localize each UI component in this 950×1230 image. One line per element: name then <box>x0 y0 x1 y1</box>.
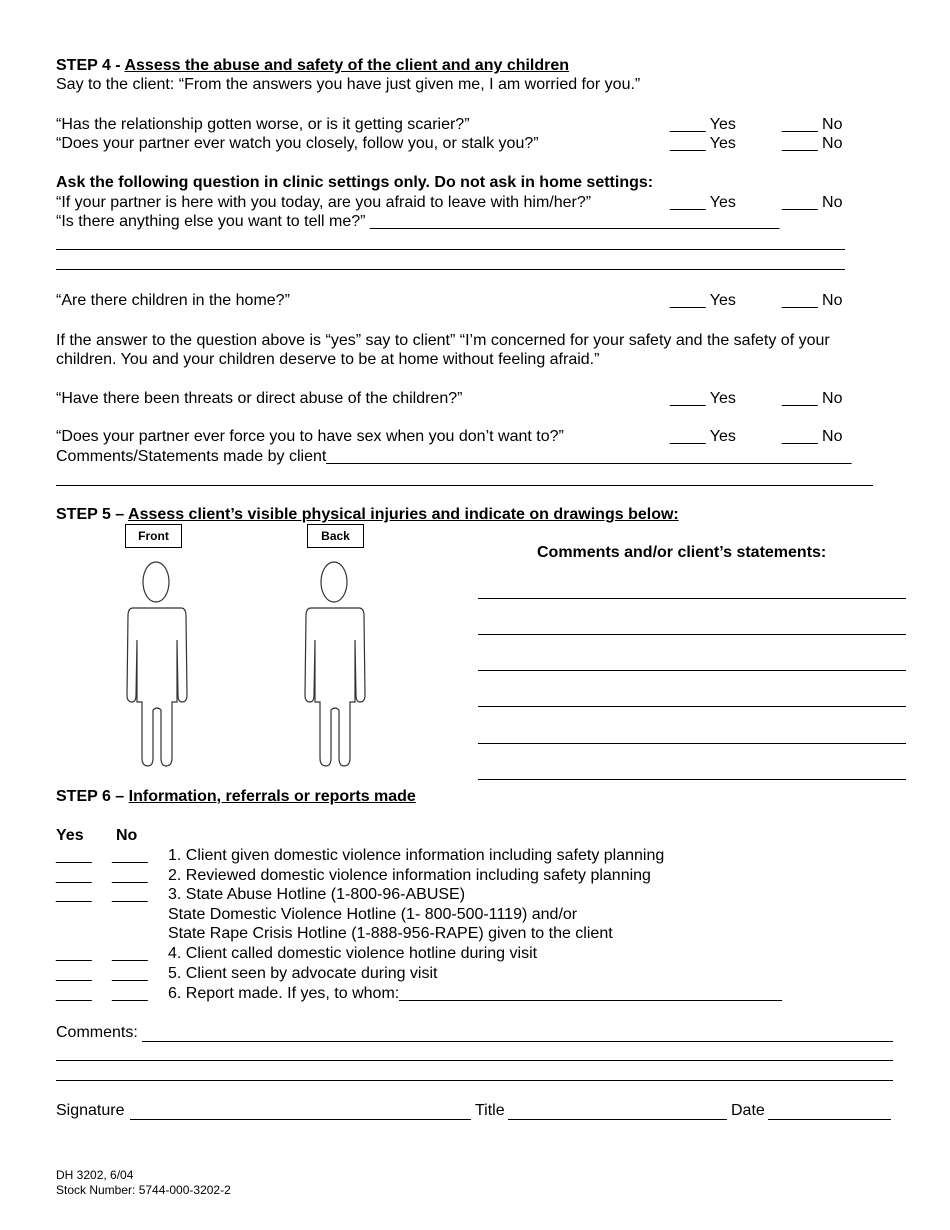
question-threats-children: “Have there been threats or direct abuse of the children?” <box>56 390 463 407</box>
no-field[interactable]: ____ No <box>782 194 843 211</box>
comments-heading: Comments and/or client’s statements: <box>537 544 827 561</box>
no-field[interactable]: ____ No <box>782 390 843 407</box>
yes-field[interactable]: ____ Yes <box>670 390 736 407</box>
no-field[interactable]: ____ No <box>782 428 843 445</box>
no-field[interactable]: ____ No <box>782 135 843 152</box>
signature-line[interactable] <box>130 1119 471 1120</box>
question-forced-sex: “Does your partner ever force you to have sex when you don’t want to?” <box>56 428 564 445</box>
blank-line[interactable] <box>56 269 845 270</box>
concern-statement-line2: children. You and your children deserve to be at home without feeling afraid.” <box>56 351 600 368</box>
referral-item: 2. Reviewed domestic violence information including safety planning <box>168 867 651 884</box>
step6-heading: STEP 6 – Information, referrals or reports made <box>56 788 416 805</box>
date-label: Date <box>731 1102 765 1119</box>
no-column-header: No <box>116 827 138 844</box>
comment-line[interactable] <box>478 634 906 635</box>
yes-blank[interactable]: ____ <box>56 867 92 884</box>
no-blank[interactable]: ____ <box>112 985 148 1002</box>
stock-number: Stock Number: 5744-000-3202-2 <box>56 1183 231 1197</box>
no-blank[interactable]: ____ <box>112 965 148 982</box>
comments-line[interactable] <box>56 1060 893 1061</box>
back-figure-label: Back <box>307 524 364 548</box>
no-field[interactable]: ____ No <box>782 116 843 133</box>
yes-blank[interactable]: ____ <box>56 847 92 864</box>
date-line[interactable] <box>768 1119 891 1120</box>
front-body-figure[interactable] <box>120 560 195 770</box>
concern-statement-line1: If the answer to the question above is “yes” say to client” “I’m concerned for your safety and the safety of your <box>56 332 830 349</box>
yes-blank[interactable]: ____ <box>56 985 92 1002</box>
yes-column-header: Yes <box>56 827 84 844</box>
report-made-field[interactable]: 6. Report made. If yes, to whom:___________________________________________ <box>168 985 782 1002</box>
comment-line[interactable] <box>478 598 906 599</box>
referral-item: 4. Client called domestic violence hotline during visit <box>168 945 538 962</box>
comments-line[interactable] <box>142 1041 893 1042</box>
title-label: Title <box>475 1102 505 1119</box>
referral-item-continued: State Rape Crisis Hotline (1-888-956-RAPE) given to the client <box>168 925 613 942</box>
question-relationship-worse: “Has the relationship gotten worse, or is it getting scarier?” <box>56 116 470 133</box>
yes-blank[interactable]: ____ <box>56 945 92 962</box>
no-blank[interactable]: ____ <box>112 945 148 962</box>
step5-heading: STEP 5 – Assess client’s visible physical injuries and indicate on drawings below: <box>56 506 679 523</box>
comments-line[interactable] <box>56 1080 893 1081</box>
front-figure-label: Front <box>125 524 182 548</box>
no-blank[interactable]: ____ <box>112 847 148 864</box>
step4-intro: Say to the client: “From the answers you have just given me, I am worried for you.” <box>56 76 641 93</box>
question-anything-else[interactable]: “Is there anything else you want to tell me?” ______________________________________________ <box>56 213 780 230</box>
comment-line[interactable] <box>478 779 906 780</box>
yes-field[interactable]: ____ Yes <box>670 116 736 133</box>
yes-field[interactable]: ____ Yes <box>670 194 736 211</box>
comment-line[interactable] <box>478 706 906 707</box>
comment-line[interactable] <box>478 743 906 744</box>
referral-item: 3. State Abuse Hotline (1-800-96-ABUSE) <box>168 886 466 903</box>
blank-line[interactable] <box>56 249 845 250</box>
yes-field[interactable]: ____ Yes <box>670 292 736 309</box>
no-blank[interactable]: ____ <box>112 886 148 903</box>
yes-field[interactable]: ____ Yes <box>670 135 736 152</box>
no-blank[interactable]: ____ <box>112 867 148 884</box>
yes-field[interactable]: ____ Yes <box>670 428 736 445</box>
step4-heading: STEP 4 - Assess the abuse and safety of the client and any children <box>56 57 570 74</box>
question-afraid-to-leave: “If your partner is here with you today, are you afraid to leave with him/her?” <box>56 194 592 211</box>
client-comments-field[interactable]: Comments/Statements made by client___________________________________________________________ <box>56 448 852 465</box>
back-body-figure[interactable] <box>297 560 372 770</box>
question-children-home: “Are there children in the home?” <box>56 292 290 309</box>
title-line[interactable] <box>508 1119 727 1120</box>
yes-blank[interactable]: ____ <box>56 886 92 903</box>
referral-item-continued: State Domestic Violence Hotline (1- 800-500-1119) and/or <box>168 906 578 923</box>
comment-line[interactable] <box>478 670 906 671</box>
no-field[interactable]: ____ No <box>782 292 843 309</box>
referral-item: 5. Client seen by advocate during visit <box>168 965 438 982</box>
referral-item: 1. Client given domestic violence information including safety planning <box>168 847 665 864</box>
blank-line[interactable] <box>56 485 873 486</box>
comments-label: Comments: <box>56 1024 138 1041</box>
signature-label: Signature <box>56 1102 125 1119</box>
clinic-note: Ask the following question in clinic settings only. Do not ask in home settings: <box>56 174 654 191</box>
yes-blank[interactable]: ____ <box>56 965 92 982</box>
question-stalk: “Does your partner ever watch you closely, follow you, or stalk you?” <box>56 135 539 152</box>
form-id: DH 3202, 6/04 <box>56 1168 134 1182</box>
